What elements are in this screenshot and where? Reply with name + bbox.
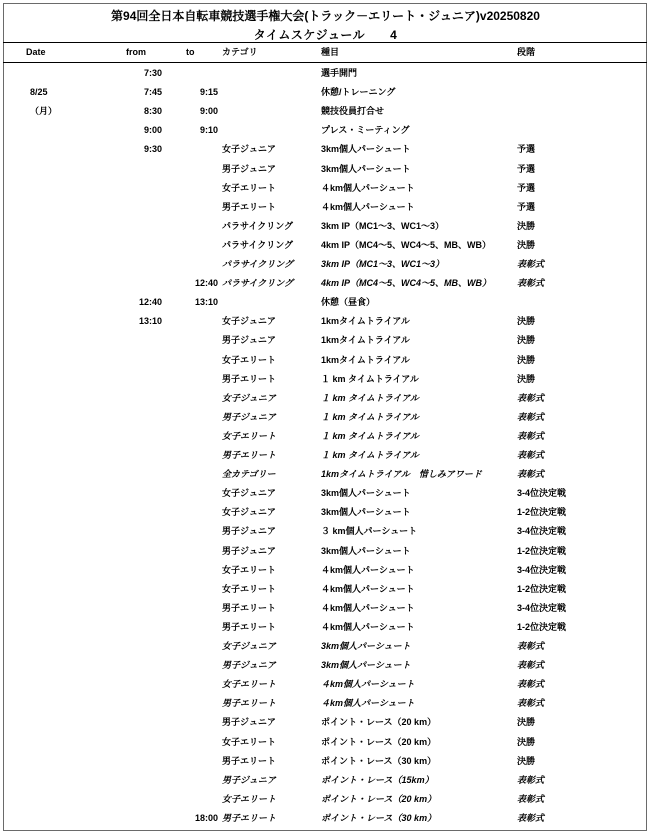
cell-category: 全カテゴリー xyxy=(222,469,276,480)
column-header-event: 種目 xyxy=(321,47,340,57)
table-row xyxy=(0,161,651,180)
cell-category: 男子エリート xyxy=(222,812,277,823)
column-header-stage: 段階 xyxy=(517,47,536,57)
cell-category: 女子ジュニア xyxy=(222,144,276,155)
table-row xyxy=(0,409,651,428)
cell-category: 男子ジュニア xyxy=(222,717,276,728)
table-row xyxy=(0,122,651,141)
table-row xyxy=(0,600,651,619)
cell-stage: 予選 xyxy=(517,144,536,155)
cell-event: ４km個人パーシュート xyxy=(321,201,415,212)
cell-category: 男子エリート xyxy=(222,698,277,709)
cell-stage: 表彰式 xyxy=(517,392,545,403)
cell-event: ４km個人パーシュート xyxy=(321,564,415,575)
cell-stage: 決勝 xyxy=(517,373,536,384)
cell-stage: 決勝 xyxy=(517,736,536,747)
cell-category: パラサイクリング xyxy=(222,278,294,289)
cell-category: 男子エリート xyxy=(222,621,277,632)
table-row xyxy=(0,218,651,237)
cell-event: １ km タイムトライアル xyxy=(321,392,419,403)
cell-to: 18:00 xyxy=(194,812,218,823)
table-row xyxy=(0,371,651,390)
cell-to: 9:10 xyxy=(199,125,218,136)
cell-category: 女子ジュニア xyxy=(222,316,276,327)
cell-event: 3km IP（MC1～3、WC1～3） xyxy=(321,220,445,231)
cell-category: 女子ジュニア xyxy=(222,488,276,499)
cell-event: 選手開門 xyxy=(321,68,358,78)
cell-event: 3km個人パーシュート xyxy=(321,641,411,651)
cell-event: 3km個人パーシュート xyxy=(321,488,411,499)
cell-stage: 予選 xyxy=(517,163,536,174)
table-row xyxy=(0,619,651,638)
cell-category: 男子ジュニア xyxy=(222,545,276,556)
cell-stage: 3‐4位決定戦 xyxy=(517,564,567,575)
cell-event: 3km個人パーシュート xyxy=(321,507,411,518)
cell-event: １ km タイムトライアル xyxy=(321,411,419,422)
cell-to: 13:10 xyxy=(194,297,218,308)
column-header-date: Date xyxy=(26,47,46,57)
cell-to: 12:40 xyxy=(194,278,218,289)
cell-event: １ km タイムトライアル xyxy=(321,450,419,460)
cell-event: 4km IP（MC4～5、WC4～5、MB、WB） xyxy=(321,239,492,250)
table-row xyxy=(0,466,651,485)
table-row xyxy=(0,485,651,504)
cell-category: 女子エリート xyxy=(222,564,277,575)
cell-from: 13:10 xyxy=(138,316,162,327)
table-row xyxy=(0,753,651,772)
cell-category: 男子ジュニア xyxy=(222,411,276,422)
cell-stage: 決勝 xyxy=(517,717,536,728)
cell-stage: 表彰式 xyxy=(517,812,545,823)
cell-stage: 決勝 xyxy=(517,239,536,250)
cell-category: 女子エリート xyxy=(222,736,277,747)
table-row xyxy=(0,638,651,657)
cell-category: 男子ジュニア xyxy=(222,526,276,537)
cell-stage: 決勝 xyxy=(517,220,536,231)
cell-stage: 決勝 xyxy=(517,755,536,766)
cell-event: プレス・ミーティング xyxy=(321,125,410,136)
table-row xyxy=(0,734,651,753)
cell-event: 1kmタイムトライアル xyxy=(321,316,410,327)
cell-stage: 決勝 xyxy=(517,335,536,346)
cell-event: ４km個人パーシュート xyxy=(321,679,415,690)
table-row xyxy=(0,275,651,294)
cell-stage: 表彰式 xyxy=(517,450,545,460)
cell-category: 男子エリート xyxy=(222,373,277,384)
cell-category: 男子エリート xyxy=(222,755,277,766)
cell-stage: 表彰式 xyxy=(517,660,545,671)
cell-event: 3km個人パーシュート xyxy=(321,660,411,671)
table-row xyxy=(0,180,651,199)
cell-event: ポイント・レース（20 km） xyxy=(321,736,437,747)
page-subtitle: タイムスケジュール 4 xyxy=(253,28,398,42)
table-row xyxy=(0,199,651,218)
cell-stage: 1‐2位決定戦 xyxy=(517,621,567,632)
table-row xyxy=(0,657,651,676)
page-title: 第94回全日本自転車競技選手権大会(トラック－エリート・ジュニア)v20250820 xyxy=(111,9,540,23)
cell-date: 8/25 xyxy=(30,87,48,98)
cell-stage: 表彰式 xyxy=(517,698,545,709)
column-header-to: to xyxy=(186,47,195,57)
cell-category: 女子エリート xyxy=(222,583,277,594)
cell-stage: 3‐4位決定戦 xyxy=(517,526,567,537)
cell-event: ポイント・レース（15km） xyxy=(321,774,434,785)
cell-event: 3km個人パーシュート xyxy=(321,545,411,556)
cell-category: パラサイクリング xyxy=(222,220,294,231)
table-row xyxy=(0,332,651,351)
table-row xyxy=(0,256,651,275)
table-row xyxy=(0,581,651,600)
cell-event: 休憩/トレーニング xyxy=(321,87,396,98)
cell-stage: 表彰式 xyxy=(517,259,545,269)
table-row xyxy=(0,294,651,313)
cell-stage: 予選 xyxy=(517,201,536,212)
cell-category: 男子ジュニア xyxy=(222,335,276,346)
cell-event: 3km個人パーシュート xyxy=(321,144,411,155)
table-row xyxy=(0,543,651,562)
header-top-rule xyxy=(3,42,647,43)
cell-from: 8:30 xyxy=(143,106,162,117)
table-row xyxy=(0,772,651,791)
table-row xyxy=(0,676,651,695)
cell-event: ４km個人パーシュート xyxy=(321,583,415,594)
cell-from: 9:30 xyxy=(143,144,162,155)
cell-event: ４km個人パーシュート xyxy=(321,182,415,193)
cell-stage: 3‐4位決定戦 xyxy=(517,488,567,499)
cell-from: 7:45 xyxy=(143,87,162,98)
cell-stage: 表彰式 xyxy=(517,411,545,422)
cell-category: 女子ジュニア xyxy=(222,507,276,518)
cell-stage: 表彰式 xyxy=(517,679,545,690)
cell-stage: 表彰式 xyxy=(517,430,545,441)
cell-stage: 1‐2位決定戦 xyxy=(517,545,567,556)
cell-category: 男子ジュニア xyxy=(222,660,276,671)
cell-category: 男子ジュニア xyxy=(222,163,276,174)
cell-category: 女子エリート xyxy=(222,354,277,365)
cell-category: 男子ジュニア xyxy=(222,774,276,785)
cell-category: 女子エリート xyxy=(222,793,277,804)
cell-stage: 表彰式 xyxy=(517,641,545,651)
cell-category: 男子エリート xyxy=(222,602,277,613)
cell-to: 9:15 xyxy=(199,87,218,98)
cell-category: 男子エリート xyxy=(222,201,277,212)
cell-category: パラサイクリング xyxy=(222,259,294,269)
cell-event: ポイント・レース（20 km） xyxy=(321,717,437,728)
table-row xyxy=(0,84,651,103)
cell-stage: 1‐2位決定戦 xyxy=(517,507,567,518)
cell-event: 4km IP（MC4～5、WC4～5、MB、WB） xyxy=(321,278,492,289)
cell-from: 12:40 xyxy=(138,297,162,308)
cell-stage: 決勝 xyxy=(517,354,536,365)
cell-date: （月） xyxy=(30,106,58,117)
column-header-from: from xyxy=(126,47,146,57)
cell-category: 女子エリート xyxy=(222,430,277,441)
cell-category: パラサイクリング xyxy=(222,239,294,250)
column-header-category: カテゴリ xyxy=(222,47,258,57)
cell-category: 男子エリート xyxy=(222,450,277,460)
cell-event: ４km個人パーシュート xyxy=(321,602,415,613)
table-row xyxy=(0,523,651,542)
header-bottom-rule xyxy=(3,62,647,63)
cell-category: 女子エリート xyxy=(222,182,277,193)
cell-event: ポイント・レース（30 km） xyxy=(321,812,437,823)
cell-to: 9:00 xyxy=(199,106,218,117)
cell-stage: 表彰式 xyxy=(517,793,545,804)
table-row xyxy=(0,237,651,256)
table-row xyxy=(0,447,651,466)
cell-event: 1kmタイムトライアル 惜しみアワード xyxy=(321,469,482,480)
table-row xyxy=(0,103,651,122)
table-row xyxy=(0,562,651,581)
cell-event: ポイント・レース（30 km） xyxy=(321,755,437,766)
cell-category: 女子ジュニア xyxy=(222,641,276,651)
cell-stage: 表彰式 xyxy=(517,469,545,480)
cell-event: ポイント・レース（20 km） xyxy=(321,793,437,804)
cell-event: 3km個人パーシュート xyxy=(321,163,411,174)
table-row xyxy=(0,695,651,714)
cell-category: 女子エリート xyxy=(222,679,277,690)
table-row xyxy=(0,352,651,371)
cell-event: 競技役員打合せ xyxy=(321,106,385,117)
cell-event: ４km個人パーシュート xyxy=(321,621,415,632)
cell-event: ４km個人パーシュート xyxy=(321,698,415,709)
table-row xyxy=(0,141,651,160)
table-row xyxy=(0,313,651,332)
cell-stage: 表彰式 xyxy=(517,278,545,289)
cell-stage: 決勝 xyxy=(517,316,536,327)
cell-event: 1kmタイムトライアル xyxy=(321,335,410,346)
cell-stage: 1‐2位決定戦 xyxy=(517,583,567,594)
table-row xyxy=(0,428,651,447)
cell-event: 1kmタイムトライアル xyxy=(321,354,410,365)
cell-from: 7:30 xyxy=(143,68,162,78)
table-row xyxy=(0,810,651,829)
table-row xyxy=(0,504,651,523)
table-row xyxy=(0,65,651,84)
cell-event: 休憩（昼食） xyxy=(321,297,376,308)
cell-stage: 3‐4位決定戦 xyxy=(517,602,567,613)
cell-event: １ km タイムトライアル xyxy=(321,373,419,384)
cell-stage: 表彰式 xyxy=(517,774,545,785)
cell-from: 9:00 xyxy=(143,125,162,136)
cell-event: ３ km個人パーシュート xyxy=(321,526,418,537)
cell-category: 女子ジュニア xyxy=(222,392,276,403)
cell-stage: 予選 xyxy=(517,182,536,193)
table-row xyxy=(0,714,651,733)
cell-event: 3km IP（MC1～3、WC1～3） xyxy=(321,259,445,269)
table-row xyxy=(0,791,651,810)
table-row xyxy=(0,390,651,409)
cell-event: １ km タイムトライアル xyxy=(321,430,419,441)
